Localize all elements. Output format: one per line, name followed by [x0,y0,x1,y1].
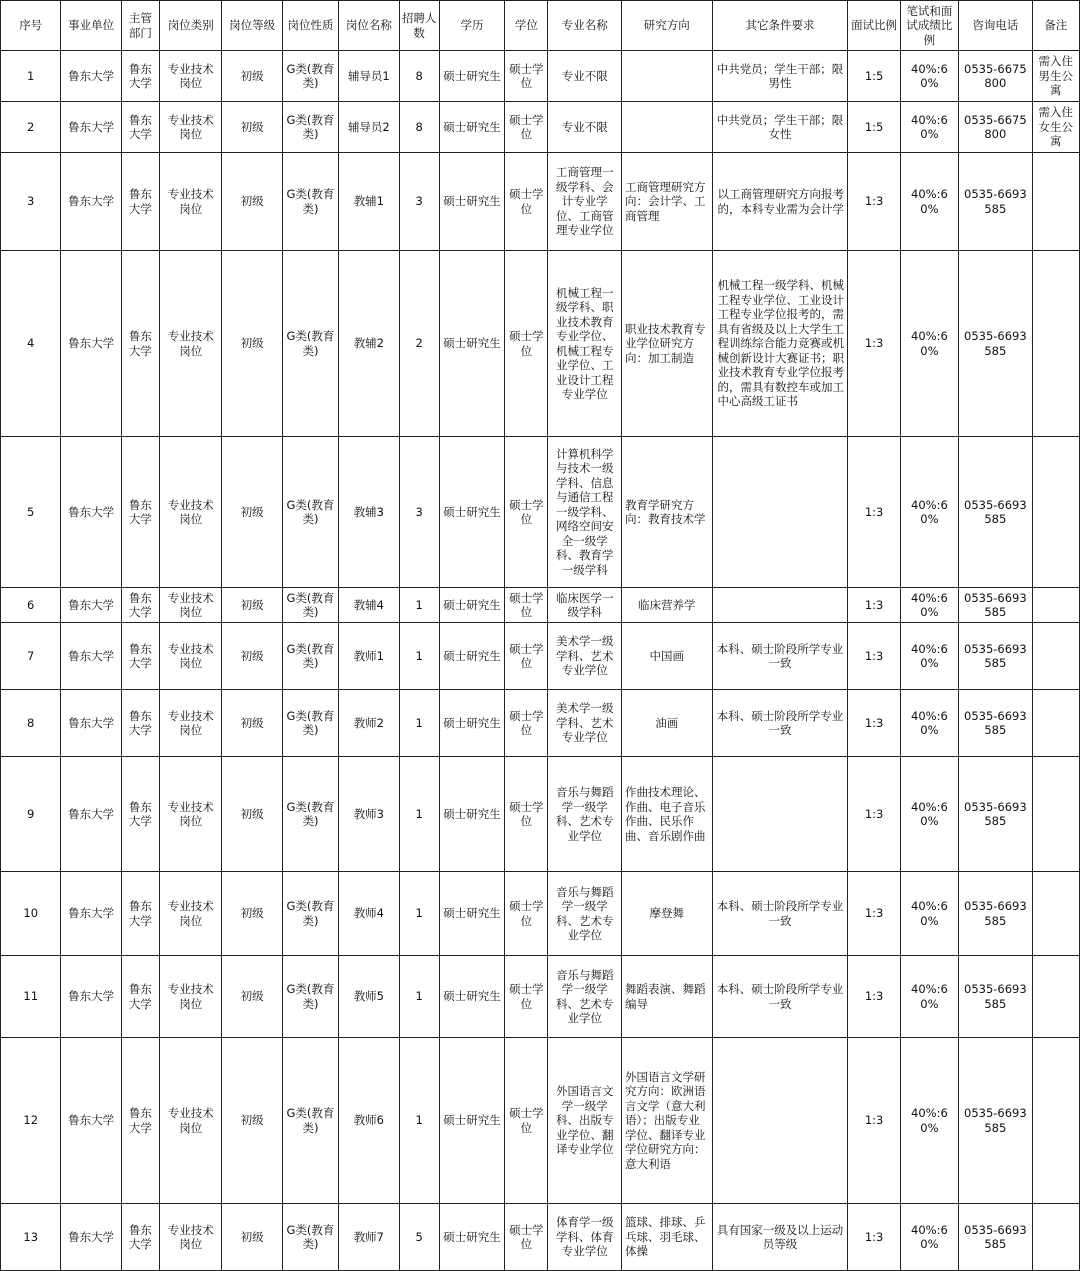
table-row [1,51,1080,102]
other-conditions: 本科、硕士阶段所学专业一致 [712,623,848,690]
hire-count: 2 [399,251,439,437]
contact-phone: 0535-6693585 [959,1038,1032,1204]
research-direction [621,102,712,153]
degree: 硕士学位 [505,251,548,437]
post-name: 教师2 [339,690,399,757]
table-row [1,251,1080,437]
header-cell: 事业单位 [61,1,121,51]
table-row [1,102,1080,153]
other-conditions: 具有国家一级及以上运动员等级 [712,1204,848,1271]
row-number: 7 [1,623,61,690]
contact-phone: 0535-6693585 [959,757,1032,872]
table-row [1,153,1080,251]
row-number: 1 [1,51,61,102]
post-category: 专业技术岗位 [160,1204,222,1271]
unit-name: 鲁东大学 [61,153,121,251]
header-cell: 咨询电话 [959,1,1032,51]
department: 鲁东大学 [121,956,159,1038]
table-body [1,51,1080,1271]
table-row [1,1204,1080,1271]
degree: 硕士学位 [505,102,548,153]
remarks [1032,1204,1079,1271]
research-direction: 工商管理研究方向：会计学、工商管理 [621,153,712,251]
score-weight: 40%:60% [900,437,958,588]
education: 硕士研究生 [439,102,504,153]
contact-phone: 0535-6693585 [959,1204,1032,1271]
education: 硕士研究生 [439,1204,504,1271]
post-level: 初级 [222,757,282,872]
interview-ratio: 1:3 [848,1038,900,1204]
hire-count: 1 [399,956,439,1038]
other-conditions: 中共党员；学生干部；限男性 [712,51,848,102]
degree: 硕士学位 [505,757,548,872]
post-name: 教辅2 [339,251,399,437]
major: 美术学一级学科、艺术专业学位 [548,690,621,757]
remarks [1032,690,1079,757]
interview-ratio: 1:3 [848,153,900,251]
contact-phone: 0535-6675800 [959,51,1032,102]
major: 机械工程一级学科、职业技术教育专业学位、机械工程专业学位、工业设计工程专业学位 [548,251,621,437]
degree: 硕士学位 [505,956,548,1038]
contact-phone: 0535-6693585 [959,956,1032,1038]
post-level: 初级 [222,690,282,757]
research-direction: 篮球、排球、乒乓球、羽毛球、体操 [621,1204,712,1271]
other-conditions: 以工商管理研究方向报考的，本科专业需为会计学 [712,153,848,251]
table-row [1,623,1080,690]
department: 鲁东大学 [121,102,159,153]
major: 工商管理一级学科、会计专业学位、工商管理专业学位 [548,153,621,251]
table-row [1,437,1080,588]
major: 专业不限 [548,51,621,102]
header-row [1,1,1080,51]
row-number: 8 [1,690,61,757]
interview-ratio: 1:5 [848,51,900,102]
contact-phone: 0535-6693585 [959,153,1032,251]
score-weight: 40%:60% [900,251,958,437]
major: 音乐与舞蹈学一级学科、艺术专业学位 [548,757,621,872]
hire-count: 1 [399,757,439,872]
remarks [1032,588,1079,623]
post-category: 专业技术岗位 [160,51,222,102]
interview-ratio: 1:3 [848,623,900,690]
post-nature: G类(教育类) [282,153,338,251]
degree: 硕士学位 [505,872,548,956]
post-level: 初级 [222,102,282,153]
post-nature: G类(教育类) [282,437,338,588]
post-category: 专业技术岗位 [160,690,222,757]
research-direction: 临床营养学 [621,588,712,623]
hire-count: 1 [399,588,439,623]
degree: 硕士学位 [505,51,548,102]
table-row [1,757,1080,872]
education: 硕士研究生 [439,251,504,437]
header-cell: 面试比例 [848,1,900,51]
post-category: 专业技术岗位 [160,1038,222,1204]
hire-count: 1 [399,872,439,956]
interview-ratio: 1:3 [848,1204,900,1271]
remarks [1032,956,1079,1038]
major: 专业不限 [548,102,621,153]
other-conditions [712,1038,848,1204]
post-level: 初级 [222,437,282,588]
row-number: 5 [1,437,61,588]
major: 音乐与舞蹈学一级学科、艺术专业学位 [548,872,621,956]
unit-name: 鲁东大学 [61,757,121,872]
post-nature: G类(教育类) [282,251,338,437]
remarks [1032,1038,1079,1204]
interview-ratio: 1:3 [848,690,900,757]
post-nature: G类(教育类) [282,51,338,102]
education: 硕士研究生 [439,437,504,588]
department: 鲁东大学 [121,251,159,437]
education: 硕士研究生 [439,690,504,757]
interview-ratio: 1:3 [848,251,900,437]
score-weight: 40%:60% [900,588,958,623]
score-weight: 40%:60% [900,757,958,872]
remarks [1032,623,1079,690]
header-cell: 学位 [505,1,548,51]
post-category: 专业技术岗位 [160,102,222,153]
post-category: 专业技术岗位 [160,872,222,956]
post-level: 初级 [222,956,282,1038]
hire-count: 8 [399,102,439,153]
score-weight: 40%:60% [900,51,958,102]
department: 鲁东大学 [121,437,159,588]
post-name: 辅导员2 [339,102,399,153]
post-level: 初级 [222,1204,282,1271]
hire-count: 1 [399,1038,439,1204]
interview-ratio: 1:3 [848,757,900,872]
post-name: 教师4 [339,872,399,956]
department: 鲁东大学 [121,1038,159,1204]
remarks [1032,872,1079,956]
other-conditions [712,757,848,872]
row-number: 13 [1,1204,61,1271]
post-level: 初级 [222,872,282,956]
interview-ratio: 1:3 [848,872,900,956]
header-cell: 备注 [1032,1,1079,51]
department: 鲁东大学 [121,690,159,757]
major: 临床医学一级学科 [548,588,621,623]
post-category: 专业技术岗位 [160,251,222,437]
hire-count: 3 [399,437,439,588]
row-number: 4 [1,251,61,437]
header-cell: 岗位性质 [282,1,338,51]
hire-count: 1 [399,623,439,690]
research-direction: 油画 [621,690,712,757]
contact-phone: 0535-6693585 [959,437,1032,588]
education: 硕士研究生 [439,1038,504,1204]
row-number: 12 [1,1038,61,1204]
header-cell: 招聘人数 [399,1,439,51]
major: 音乐与舞蹈学一级学科、艺术专业学位 [548,956,621,1038]
post-name: 教辅3 [339,437,399,588]
post-category: 专业技术岗位 [160,588,222,623]
table-row [1,588,1080,623]
major: 计算机科学与技术一级学科、信息与通信工程一级学科、网络空间安全一级学科、教育学一级学科 [548,437,621,588]
unit-name: 鲁东大学 [61,1204,121,1271]
unit-name: 鲁东大学 [61,872,121,956]
unit-name: 鲁东大学 [61,956,121,1038]
research-direction: 作曲技术理论、作曲、电子音乐作曲、民乐作曲、音乐剧作曲 [621,757,712,872]
post-name: 教师1 [339,623,399,690]
education: 硕士研究生 [439,51,504,102]
contact-phone: 0535-6693585 [959,623,1032,690]
table-row [1,872,1080,956]
interview-ratio: 1:5 [848,102,900,153]
score-weight: 40%:60% [900,102,958,153]
score-weight: 40%:60% [900,1038,958,1204]
degree: 硕士学位 [505,437,548,588]
post-level: 初级 [222,153,282,251]
header-cell: 笔试和面试成绩比例 [900,1,958,51]
research-direction: 外国语言文学研究方向：欧洲语言文学（意大利语）；出版专业学位、翻译专业学位研究方向：意大利语 [621,1038,712,1204]
score-weight: 40%:60% [900,153,958,251]
other-conditions: 本科、硕士阶段所学专业一致 [712,872,848,956]
post-name: 教师5 [339,956,399,1038]
degree: 硕士学位 [505,1204,548,1271]
unit-name: 鲁东大学 [61,623,121,690]
hire-count: 5 [399,1204,439,1271]
other-conditions: 本科、硕士阶段所学专业一致 [712,956,848,1038]
table-row [1,690,1080,757]
score-weight: 40%:60% [900,872,958,956]
research-direction: 中国画 [621,623,712,690]
hire-count: 1 [399,690,439,757]
post-name: 教师7 [339,1204,399,1271]
post-nature: G类(教育类) [282,956,338,1038]
post-name: 教辅4 [339,588,399,623]
header-cell: 岗位类别 [160,1,222,51]
post-name: 教辅1 [339,153,399,251]
row-number: 11 [1,956,61,1038]
header-cell: 学历 [439,1,504,51]
post-level: 初级 [222,623,282,690]
post-nature: G类(教育类) [282,1038,338,1204]
department: 鲁东大学 [121,757,159,872]
hire-count: 8 [399,51,439,102]
remarks: 需入住男生公寓 [1032,51,1079,102]
contact-phone: 0535-6693585 [959,251,1032,437]
post-level: 初级 [222,251,282,437]
remarks [1032,437,1079,588]
other-conditions [712,588,848,623]
remarks [1032,251,1079,437]
post-level: 初级 [222,588,282,623]
unit-name: 鲁东大学 [61,437,121,588]
post-name: 教师3 [339,757,399,872]
header-cell: 序号 [1,1,61,51]
post-nature: G类(教育类) [282,1204,338,1271]
department: 鲁东大学 [121,623,159,690]
post-category: 专业技术岗位 [160,757,222,872]
unit-name: 鲁东大学 [61,588,121,623]
unit-name: 鲁东大学 [61,690,121,757]
education: 硕士研究生 [439,623,504,690]
header-cell: 主管部门 [121,1,159,51]
post-level: 初级 [222,51,282,102]
table-row [1,956,1080,1038]
unit-name: 鲁东大学 [61,251,121,437]
department: 鲁东大学 [121,51,159,102]
research-direction: 摩登舞 [621,872,712,956]
hire-count: 3 [399,153,439,251]
department: 鲁东大学 [121,1204,159,1271]
remarks [1032,757,1079,872]
header-cell: 岗位名称 [339,1,399,51]
major: 外国语言文学一级学科、出版专业学位、翻译专业学位 [548,1038,621,1204]
post-nature: G类(教育类) [282,623,338,690]
post-nature: G类(教育类) [282,872,338,956]
interview-ratio: 1:3 [848,588,900,623]
education: 硕士研究生 [439,757,504,872]
post-name: 教师6 [339,1038,399,1204]
research-direction: 舞蹈表演、舞蹈编导 [621,956,712,1038]
education: 硕士研究生 [439,956,504,1038]
post-nature: G类(教育类) [282,690,338,757]
score-weight: 40%:60% [900,956,958,1038]
row-number: 2 [1,102,61,153]
other-conditions: 中共党员；学生干部；限女性 [712,102,848,153]
major: 体育学一级学科、体育专业学位 [548,1204,621,1271]
degree: 硕士学位 [505,690,548,757]
other-conditions [712,437,848,588]
unit-name: 鲁东大学 [61,102,121,153]
row-number: 9 [1,757,61,872]
row-number: 6 [1,588,61,623]
post-nature: G类(教育类) [282,757,338,872]
post-category: 专业技术岗位 [160,956,222,1038]
education: 硕士研究生 [439,872,504,956]
research-direction: 职业技术教育专业学位研究方向：加工制造 [621,251,712,437]
department: 鲁东大学 [121,153,159,251]
interview-ratio: 1:3 [848,956,900,1038]
post-name: 辅导员1 [339,51,399,102]
unit-name: 鲁东大学 [61,1038,121,1204]
table-row [1,1038,1080,1204]
research-direction [621,51,712,102]
major: 美术学一级学科、艺术专业学位 [548,623,621,690]
department: 鲁东大学 [121,872,159,956]
post-category: 专业技术岗位 [160,153,222,251]
row-number: 10 [1,872,61,956]
row-number: 3 [1,153,61,251]
post-category: 专业技术岗位 [160,437,222,588]
score-weight: 40%:60% [900,1204,958,1271]
interview-ratio: 1:3 [848,437,900,588]
degree: 硕士学位 [505,153,548,251]
post-category: 专业技术岗位 [160,623,222,690]
header-cell: 专业名称 [548,1,621,51]
research-direction: 教育学研究方向：教育技术学 [621,437,712,588]
contact-phone: 0535-6675800 [959,102,1032,153]
contact-phone: 0535-6693585 [959,588,1032,623]
remarks: 需入住女生公寓 [1032,102,1079,153]
education: 硕士研究生 [439,153,504,251]
degree: 硕士学位 [505,588,548,623]
remarks [1032,153,1079,251]
degree: 硕士学位 [505,1038,548,1204]
contact-phone: 0535-6693585 [959,690,1032,757]
education: 硕士研究生 [439,588,504,623]
header-cell: 岗位等级 [222,1,282,51]
post-nature: G类(教育类) [282,588,338,623]
other-conditions: 机械工程一级学科、机械工程专业学位、工业设计工程专业学位报考的，需具有省级及以上大学生工程训练综合能力竞赛或机械创新设计大赛证书；职业技术教育专业学位报考的，需具有数控车或加工中心高级工证书 [712,251,848,437]
unit-name: 鲁东大学 [61,51,121,102]
other-conditions: 本科、硕士阶段所学专业一致 [712,690,848,757]
department: 鲁东大学 [121,588,159,623]
header-cell: 研究方向 [621,1,712,51]
post-nature: G类(教育类) [282,102,338,153]
score-weight: 40%:60% [900,690,958,757]
score-weight: 40%:60% [900,623,958,690]
header-cell: 其它条件要求 [712,1,848,51]
contact-phone: 0535-6693585 [959,872,1032,956]
degree: 硕士学位 [505,623,548,690]
post-level: 初级 [222,1038,282,1204]
